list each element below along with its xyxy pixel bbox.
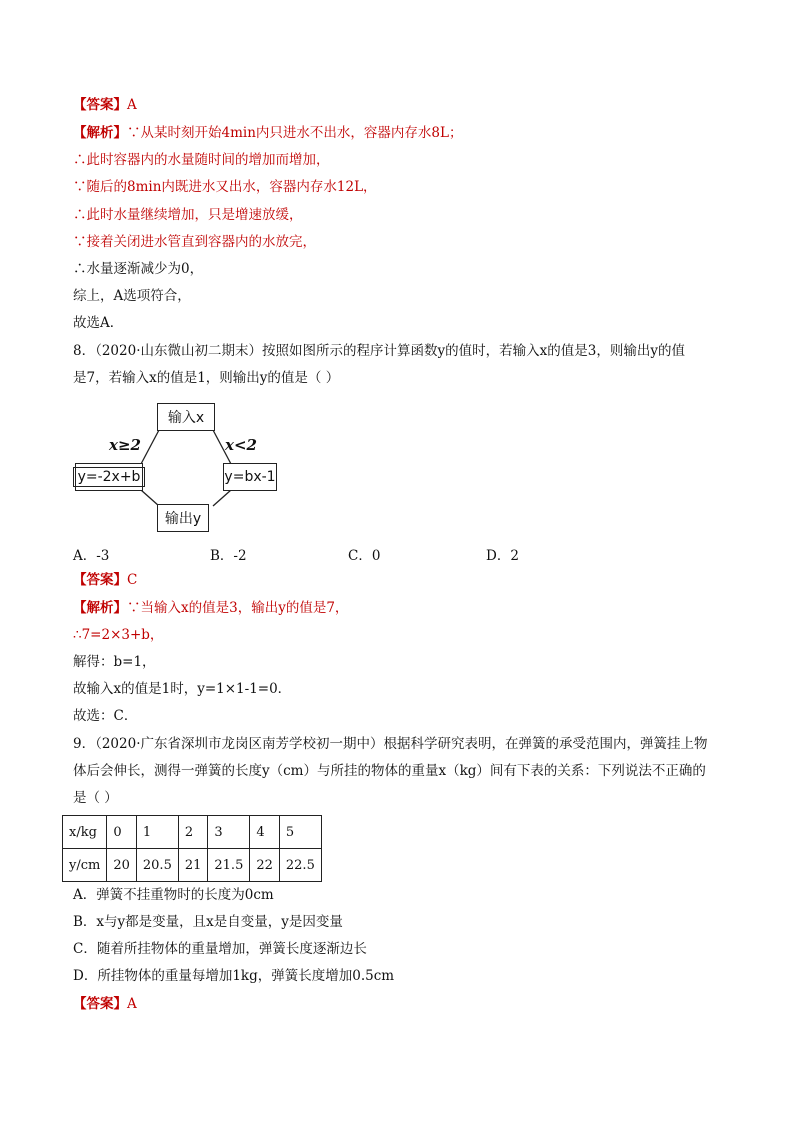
output-box: 输出y	[157, 504, 209, 532]
input-box: 输入x	[157, 403, 215, 431]
connector-line	[141, 430, 159, 464]
q7-answer	[73, 96, 137, 114]
q8-analysis-line: 解得：b=1，	[73, 654, 156, 670]
q9-answer	[73, 995, 137, 1013]
expression-box-right: y=bx-1	[223, 463, 277, 491]
answer-value: A	[127, 996, 137, 1012]
q7-analysis-line: 综上，A选项符合，	[73, 288, 191, 304]
analysis-tag: 【解析】	[73, 125, 127, 141]
option-b: B．-2	[210, 548, 247, 564]
q9-option-a: A．弹簧不挂重物时的长度为0cm	[73, 887, 274, 903]
connector-line	[213, 490, 231, 506]
q8-analysis-line: 故选：C．	[73, 708, 138, 724]
answer-value: C	[127, 572, 138, 588]
q9-option-b: B．x与y都是变量，且x是自变量，y是因变量	[73, 914, 343, 930]
condition-left: x≥2	[109, 436, 141, 454]
condition-right: x<2	[225, 436, 257, 454]
q7-analysis-line: ∴水量逐渐减少为0，	[73, 261, 204, 277]
q7-analysis-line: 【解析】∵从某时刻开始4min内只进水不出水，容器内存水8L；	[73, 125, 463, 141]
analysis-tag: 【解析】	[73, 600, 127, 616]
q8-stem-line: 8．（2020·山东微山初二期末）按照如图所示的程序计算函数y的值时，若输入x的值是3，则输出y的值	[73, 343, 685, 359]
program-flowchart	[73, 398, 283, 534]
q8-answer	[73, 571, 137, 589]
answer-tag: 【答案】	[73, 97, 127, 113]
answer-value: A	[127, 97, 137, 113]
q7-analysis-line: ∴此时容器内的水量随时间的增加而增加，	[73, 152, 330, 168]
q8-analysis-line: 故输入x的值是1时，y=1×1-1=0．	[73, 681, 292, 697]
table-row: y/cm 20 20.5 21 21.5 22 22.5	[63, 849, 322, 882]
answer-tag: 【答案】	[73, 996, 127, 1012]
option-d: D．2	[486, 548, 519, 564]
q9-stem-line: 体后会伸长，测得一弹簧的长度y（cm）与所挂的物体的重量x（kg）间有下表的关系：下列说法不正确的	[73, 763, 706, 779]
q9-stem-line: 是（ ）	[73, 790, 118, 806]
spring-data-table	[62, 815, 322, 882]
q8-analysis-line: ∴7=2×3+b，	[73, 627, 164, 643]
option-a: A．-3	[73, 548, 110, 564]
q9-option-c: C．随着所挂物体的重量增加，弹簧长度逐渐边长	[73, 941, 367, 957]
q8-stem-line: 是7，若输入x的值是1，则输出y的值是（ ）	[73, 370, 340, 386]
q7-analysis-line: ∵接着关闭进水管直到容器内的水放完，	[73, 234, 316, 250]
option-c: C．0	[348, 548, 381, 564]
answer-tag: 【答案】	[73, 572, 127, 588]
table-row: x/kg 0 1 2 3 4 5	[63, 816, 322, 849]
q9-stem-line: 9．（2020·广东省深圳市龙岗区南芳学校初一期中）根据科学研究表明，在弹簧的承受范围内，弹簧挂上物	[73, 736, 708, 752]
q7-analysis-line: ∴此时水量继续增加，只是增速放缓，	[73, 207, 303, 223]
q9-option-d: D．所挂物体的重量每增加1kg，弹簧长度增加0.5cm	[73, 968, 395, 984]
q7-analysis-line: ∵随后的8min内既进水又出水，容器内存水12L，	[73, 179, 377, 195]
q7-analysis-line: 故选A．	[73, 315, 124, 331]
expression-box-left: y=-2x+b	[75, 463, 143, 491]
q8-analysis-line: 【解析】∵当输入x的值是3，输出y的值是7，	[73, 600, 349, 616]
